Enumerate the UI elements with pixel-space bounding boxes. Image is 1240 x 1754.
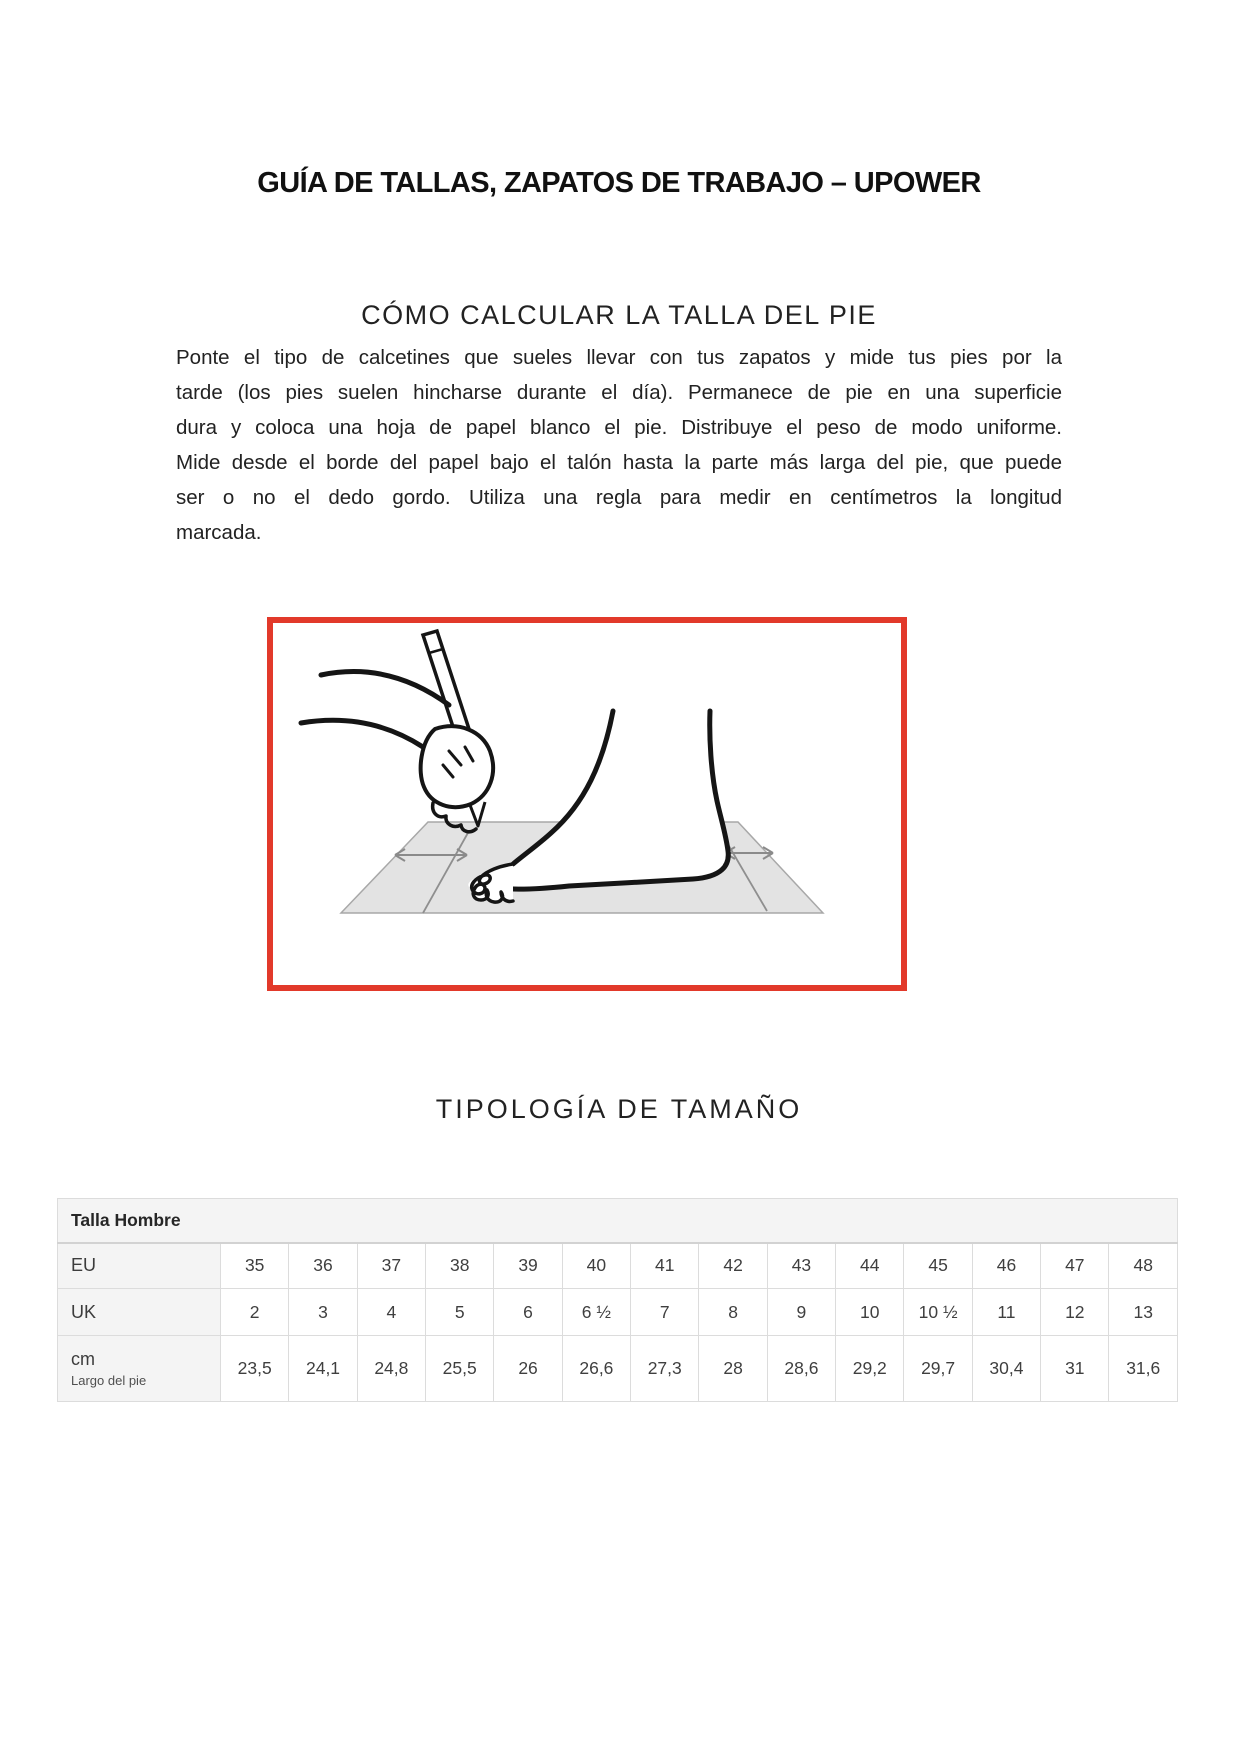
table-row xyxy=(58,1336,1178,1402)
size-cell: 45 xyxy=(904,1243,972,1289)
paragraph-line: tarde (los pies suelen hincharse durante el día). Permanece de pie en una superficie xyxy=(176,381,1062,404)
size-cell: 36 xyxy=(289,1243,357,1289)
size-cell: 47 xyxy=(1041,1243,1109,1289)
hand xyxy=(421,726,493,807)
size-cell: 8 xyxy=(699,1289,767,1336)
size-cell: 48 xyxy=(1109,1243,1178,1289)
paragraph-line: Mide desde el borde del papel bajo el talón hasta la parte más larga del pie, que puede xyxy=(176,451,1062,474)
table-header-label: Talla Hombre xyxy=(58,1199,1178,1243)
size-cell: 10 ½ xyxy=(904,1289,972,1336)
size-cell: 28 xyxy=(699,1336,767,1402)
table-header-row xyxy=(58,1199,1178,1243)
size-cell: 31 xyxy=(1041,1336,1109,1402)
size-cell: 26 xyxy=(494,1336,562,1402)
paragraph-line: Ponte el tipo de calcetines que sueles llevar con tus zapatos y mide tus pies por la xyxy=(176,346,1062,369)
size-cell: 31,6 xyxy=(1109,1336,1178,1402)
size-cell: 27,3 xyxy=(631,1336,699,1402)
size-cell: 24,1 xyxy=(289,1336,357,1402)
paragraph-line: dura y coloca una hoja de papel blanco el pie. Distribuye el peso de modo uniforme. xyxy=(176,416,1062,439)
size-cell: 30,4 xyxy=(972,1336,1040,1402)
size-cell: 41 xyxy=(631,1243,699,1289)
size-cell: 29,2 xyxy=(836,1336,904,1402)
size-cell: 23,5 xyxy=(221,1336,289,1402)
size-table-body xyxy=(58,1243,1178,1402)
size-cell: 12 xyxy=(1041,1289,1109,1336)
section-heading-how-to-measure: CÓMO CALCULAR LA TALLA DEL PIE xyxy=(361,300,877,331)
row-sublabel: Largo del pie xyxy=(71,1373,147,1388)
size-cell: 11 xyxy=(972,1289,1040,1336)
size-cell: 5 xyxy=(426,1289,494,1336)
size-cell: 10 xyxy=(836,1289,904,1336)
row-label: EU xyxy=(58,1243,221,1289)
foot-measurement-illustration xyxy=(273,623,901,985)
size-cell: 2 xyxy=(221,1289,289,1336)
foot-measure-figure xyxy=(267,617,907,991)
size-cell: 39 xyxy=(494,1243,562,1289)
size-cell: 6 xyxy=(494,1289,562,1336)
paragraph-line: marcada. xyxy=(176,521,262,544)
size-cell: 6 ½ xyxy=(562,1289,630,1336)
row-label: UK xyxy=(58,1289,221,1336)
paragraph-line: ser o no el dedo gordo. Utiliza una regla para medir en centímetros la longitud xyxy=(176,486,1062,509)
size-cell: 29,7 xyxy=(904,1336,972,1402)
size-table xyxy=(57,1198,1178,1402)
size-cell: 4 xyxy=(357,1289,425,1336)
size-cell: 44 xyxy=(836,1243,904,1289)
size-cell: 13 xyxy=(1109,1289,1178,1336)
size-cell: 25,5 xyxy=(426,1336,494,1402)
size-cell: 28,6 xyxy=(767,1336,835,1402)
size-cell: 35 xyxy=(221,1243,289,1289)
size-cell: 37 xyxy=(357,1243,425,1289)
table-row xyxy=(58,1243,1178,1289)
size-cell: 38 xyxy=(426,1243,494,1289)
size-cell: 46 xyxy=(972,1243,1040,1289)
size-cell: 26,6 xyxy=(562,1336,630,1402)
size-cell: 40 xyxy=(562,1243,630,1289)
size-cell: 42 xyxy=(699,1243,767,1289)
size-cell: 3 xyxy=(289,1289,357,1336)
table-row xyxy=(58,1289,1178,1336)
size-cell: 7 xyxy=(631,1289,699,1336)
intro-paragraph xyxy=(176,340,1062,550)
size-cell: 24,8 xyxy=(357,1336,425,1402)
size-cell: 43 xyxy=(767,1243,835,1289)
page-title: GUÍA DE TALLAS, ZAPATOS DE TRABAJO – UPOWER xyxy=(257,167,981,200)
row-label: cm Largo del pie xyxy=(58,1336,221,1402)
section-heading-size-typology: TIPOLOGÍA DE TAMAÑO xyxy=(435,1094,803,1125)
size-cell: 9 xyxy=(767,1289,835,1336)
